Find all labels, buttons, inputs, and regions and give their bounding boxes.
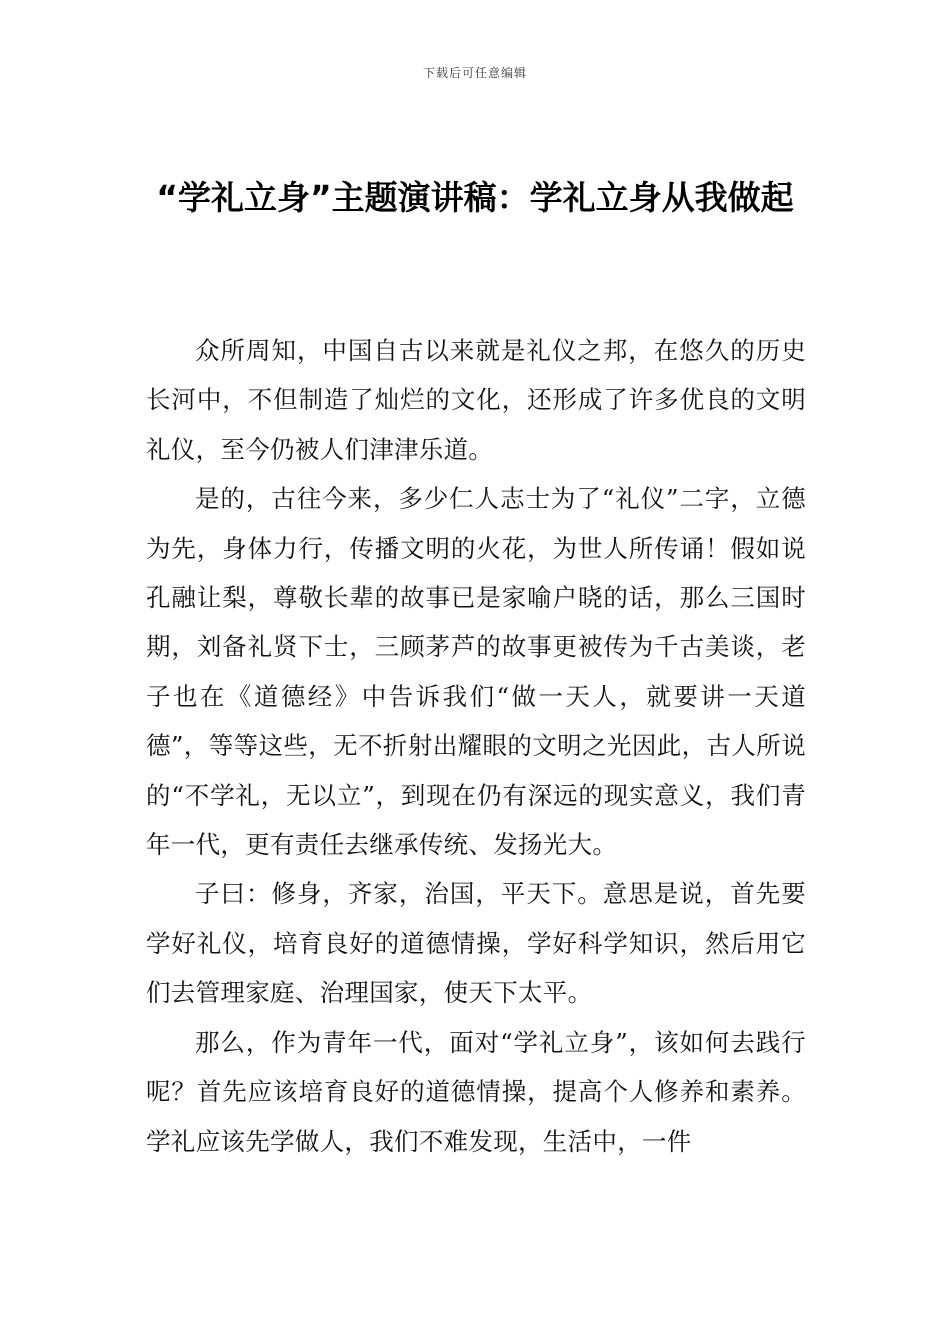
document-body [146, 326, 806, 1166]
paragraph-2: 是的，古往今来，多少仁人志士为了“礼仪”二字，立德为先，身体力行，传播文明的火花，为世人所传诵！假如说孔融让梨，尊敬长辈的故事已是家喻户晓的话，那么三国时期，刘备礼贤下士，三顾茅芦的故事更被传为千古美谈，老子也在《道德经》中告诉我们“做一天人，就要讲一天道德”，等等这些，无不折射出耀眼的文明之光因此，古人所说的“不学礼，无以立”，到现在仍有深远的现实意义，我们青年一代，更有责任去继承传统、发扬光大。 [146, 484, 806, 860]
header-note: 下载后可任意编辑 [422, 66, 527, 80]
paragraph-4: 那么，作为青年一代，面对“学礼立身”，该如何去践行呢？首先应该培育良好的道德情操，提高个人修养和素养。学礼应该先学做人，我们不难发现，生活中，一件 [146, 1027, 806, 1156]
document-title: “学礼立身”主题演讲稿：学礼立身从我做起 [156, 178, 794, 217]
paragraph-3: 子曰：修身，齐家，治国，平天下。意思是说，首先要学好礼仪，培育良好的道德情操，学好科学知识，然后用它们去管理家庭、治理国家，使天下太平。 [146, 879, 806, 1008]
paragraph-1: 众所周知，中国自古以来就是礼仪之邦，在悠久的历史长河中，不但制造了灿烂的文化，还形成了许多优良的文明礼仪，至今仍被人们津津乐道。 [146, 336, 806, 464]
